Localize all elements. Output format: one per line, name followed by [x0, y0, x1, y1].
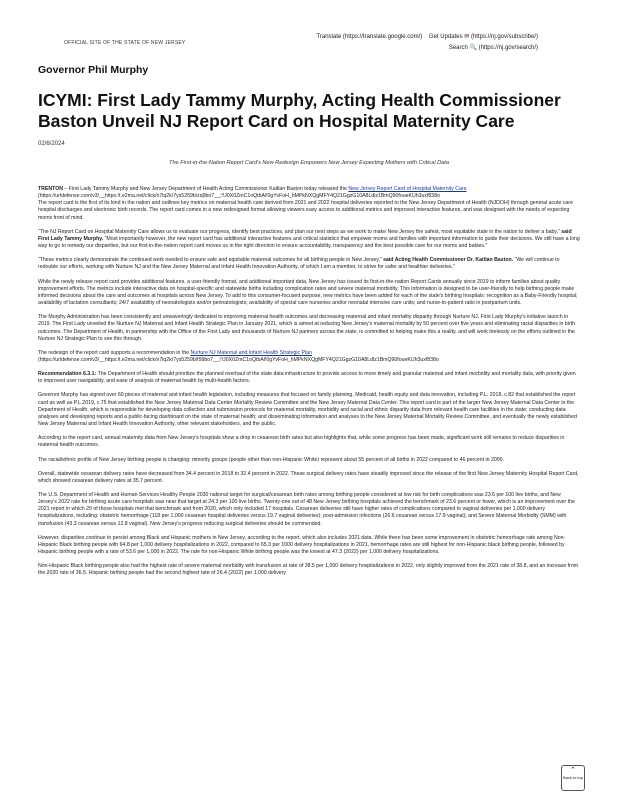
paragraph-7 — [38, 371, 580, 385]
text: The Department of Health should prioritize the planned overhaul of the state data infrastructure to provide access to more timely and granular maternal and infant morbidity and mortality data, with priority given to improved user navigability, and ease of analysis of maternal health by multi-health factors. — [38, 371, 576, 385]
translate-link[interactable]: Translate (https://translate.google.com/) — [316, 34, 423, 40]
text: – First Lady Tammy Murphy and New Jersey Department of Health Acting Commissioner Kaitlan Baston today released the — [62, 186, 349, 192]
strategic-plan-url: (https://urldefense.com/v3/__https:/t.e2ma.net/click/n7lq2k/7ys5259b/f99bo7__;!!J0X0ZmC1oQtbAl!0gYvFoH_hMPkNXQgMFY4Q21GgzG10A8Ldlz1BmQ90foueKUh3uxf838o — [38, 356, 439, 363]
governor-home-link[interactable]: Governor Phil Murphy — [38, 64, 149, 76]
attribution: said Acting Health Commissioner Dr. Kaitlan Baston. — [383, 257, 514, 264]
quote: “We will continue to redouble our efforts, working with Nurture NJ and the New Jersey Maternal and Infant Health Innovation Authority, of which I am a member, to strive for safer and healthier deliveries.” — [38, 257, 560, 271]
paragraph-4: While the newly release report card provides additional features, a user-friendly format, and additional important data, New Jersey has issued its first-in-the-nation Report Cards annually since 2019 to inform families about quality improvement efforts. The metrics include interactive data on hospital-specific and statewide births including complication rates and severe maternal morbidity. This information is designed to be user-friendly to help birthing people make informed decisions about the care and outcomes at hospitals across New Jersey. To add to this consumer-focused purpose, new metrics have been added for each of the state's birthing hospitals: recognition as a Baby-Friendly hospital; availability of lactation consultants; 24/7 availability of neonatologists and/or perinatologists; availability of special care nurseries and/or neonatal intensive care units; and nurse-to-patient ratio in postpartum units. — [38, 278, 578, 307]
paragraph-9: According to the report card, annual maternity data from New Jersey's hospitals show a drop in cesarean birth rates but also highlights that, while some progress has been made, significant work still remains to reduce disparities in maternal health outcomes. — [38, 435, 565, 449]
paragraph-8: Governor Murphy has signed over 60 pieces of maternal and infant health legislation, including measures that focused on family planning, Medicaid, health equity and data innovation, including P.L. 2018, c.82 that established the report card as well as P.L.2019, c.75 that established the New Jersey Maternal Data Center Mortality Review Committee and the New Jersey Maternal Data Center. This report card is part of the larger New Jersey Maternal Data Center in the Department of Health, which is responsible for developing data collection and submission protocols for maternal mortality, morbidity and racial and ethnic disparity data from relevant health care facilities in the state; conducting data analyses and developing reports and a public-facing dashboard on the state of maternal health; and disseminating information and analyses to the New Jersey Maternal Mortality Review Committee, and eventually the newly established New Jersey Maternal and Infant Health Innovation Authority, other relevant stakeholders, and the public. — [38, 392, 577, 428]
page-title: ICYMI: First Lady Tammy Murphy, Acting Health Commissioner Baston Unveil NJ Report Card on Hospital Maternity Care — [38, 90, 561, 131]
paragraph-14: Non-Hispanic Black birthing people also had the highest rate of severe maternal morbidity with transfusion at rate of 38.5 per 1,000 delivery hospitalizations in 2022, only slightly improved from the 2021 rate of 38.8, and an increase from the 2020 rate of 36.5. Hispanic birthing people had the second highest rate of 26.4 (2022) per 1,000 delivery — [38, 563, 579, 577]
paragraph-1 — [38, 186, 580, 222]
search-link[interactable]: Search 🔍 (https://nj.gov/search/) — [448, 45, 538, 51]
top-bar — [0, 0, 618, 60]
quote: “These metrics clearly demonstrate the continued work needed to ensure safe and equitable maternal outcomes for all birthing people in New Jersey,” — [38, 257, 384, 264]
dateline: TRENTON — [38, 186, 63, 192]
utility-links — [316, 32, 538, 54]
back-to-top-label: Back to top — [562, 775, 583, 780]
report-card-link[interactable]: New Jersey Report Card of Hospital Maternity Care — [348, 186, 467, 192]
article-subtitle: The First-in-the-Nation Report Card's New Redesign Empowers New Jersey Expecting Mothers with Critical Data — [169, 160, 449, 166]
article-body — [38, 186, 580, 585]
report-card-url: (https://urldefense.com/v3/__https:/t.e2ma.net/click/n7lq2k/7ys5259b/zq9bo7__;!!J0X0ZmC1oQtbAl!0gYvFoH_hMPkNXQgMFY4Q21GgzG10A8Ldlz1BmQ90foueKUh3uxf838o — [38, 193, 440, 200]
recommendation-label: Recommendation 6.3.1: — [38, 371, 97, 378]
chevron-up-icon: ⌃ — [570, 767, 576, 774]
paragraph-6 — [38, 350, 580, 364]
attribution: said First Lady Tammy Murphy. — [38, 228, 572, 242]
text: The report card is the first of its kind in the nation and outlines key metrics on maternal health care derived from 2021 and 2022 hospital deliveries reported to the New Jersey Department of Health (NJDOH) through general acute care hospital discharges and electronic birth records. The report card comes in a new redesigned format allowing viewers easy access to additional metrics and improved interactive features, and was designed with the needs of expecting moms front of mind. — [38, 200, 573, 221]
article-date: 02/6/2024 — [38, 141, 65, 147]
strategic-plan-link[interactable]: Nurture NJ Maternal and Infant Health Strategic Plan — [190, 349, 312, 356]
paragraph-11: Overall, statewide cesarean delivery rates have decreased from 34.4 percent in 2018 to 32.4 percent in 2022. These surgical delivery rates have steadily improved since the release of the first New Jersey Maternity Hospital Report Card, which showed cesarean delivery rates at 35.7 percent. — [38, 470, 579, 484]
paragraph-3 — [38, 257, 580, 271]
text: The redesign of the report card supports a recommendation in the — [38, 349, 191, 356]
quote: “Most importantly however, the new report card has additional interactive features and critical statistics that empower moms and families with important information to guide their decisions. We still have a long way to go to remedy our disparities, but our first-in-the-nation report card moves us in the right direction to ensure accountability, transparency and the best possible care for our moms and babies.” — [38, 235, 580, 250]
paragraph-10: The racial/ethnic profile of New Jersey birthing people is changing: minority groups (people other than non-Hispanic White) represent about 55 percent of all births in 2022 compared to 46 percent in 2000. — [38, 456, 504, 463]
paragraph-5: The Murphy Administration has been consistently and unwaveringly dedicated to improving maternal health outcomes and decreasing maternal and infant mortality disparity through Nurture NJ, First Lady Murphy's initiative launch in 2019. The First Lady unveiled the Nurture NJ Maternal and Infant Health Strategic Plan in January 2021, which is aimed at reducing New Jersey's maternal mortality by 50 percent over five years and eliminating racial disparities in birth outcomes. The Department of Health, in partnership with the Office of the First Lady and thousands of Nurture NJ partners across the state, is committed to helping make this a reality, and will work tirelessly on the efforts outlined in the Nurture NJ Strategic Plan to see this through. — [38, 314, 575, 342]
paragraph-12: The U.S. Department of Health and Human Services Healthy People 2030 national target for surgical/cesarean birth rates among birthing people considered at low risk for birth complications was 23.6 per 100 live births, and New Jersey's 2022 rate for birthing acute care hospitals was near that target at 24.3 per 100 live births. Twenty-one out of 48 New Jersey birthing hospitals achieved the benchmark of 23.6 percent or fewer, which is an improvement over the 2021 report in which 20 of those hospitals met that benchmark and from 2020, which only included 17 hospitals. Cesarean deliveries still have higher rates of complications compared to vaginal deliveries per 1,000 delivery hospitalizations, including: obstetric hemorrhage (118 per 1,000 cesarean hospital deliveries versus 19.7 vaginal deliveries); post-admission infections (26.6 cesarean versus 17.9 vaginal); and Severe Maternal Morbidity (SMM) with transfusion (43.3 cesarean versus 12.8 vaginal). New Jersey's progress reducing surgical deliveries should be commended. — [38, 492, 575, 527]
official-site-label: OFFICIAL SITE OF THE STATE OF NEW JERSEY — [64, 40, 186, 46]
paragraph-13: However, disparities continue to persist among Black and Hispanic mothers in New Jersey, according to the report, which also includes 2021 data. While there has been some improvement in obstetric hemorrhage rate among Non-Hispanic Black birthing people with 64.8 per 1,000 delivery hospitalizations in 2022, compared to 65.3 per 1000 delivery hospitalizations in 2021, hemorrhage rates are still highest for non-Hispanic black birthing people, followed by Hispanic birthing people with a rate of 53.6 per 1,000 in 2022. The rate for non-Hispanic White birthing people was the lowest at 47.3 (2022) per 1,000 delivery hospitalizations. — [38, 534, 566, 556]
paragraph-2 — [38, 229, 580, 250]
back-to-top-button[interactable] — [561, 765, 585, 791]
get-updates-link[interactable]: Get Updates ✉ (https://nj.gov/subscribe/) — [428, 34, 538, 40]
quote: “The NJ Report Card on Hospital Maternity Care allows us to evaluate our progress, identify best practices, and plan our next steps as we work to make New Jersey the safest, most equitable state in the nation to deliver a baby,” — [38, 228, 562, 235]
